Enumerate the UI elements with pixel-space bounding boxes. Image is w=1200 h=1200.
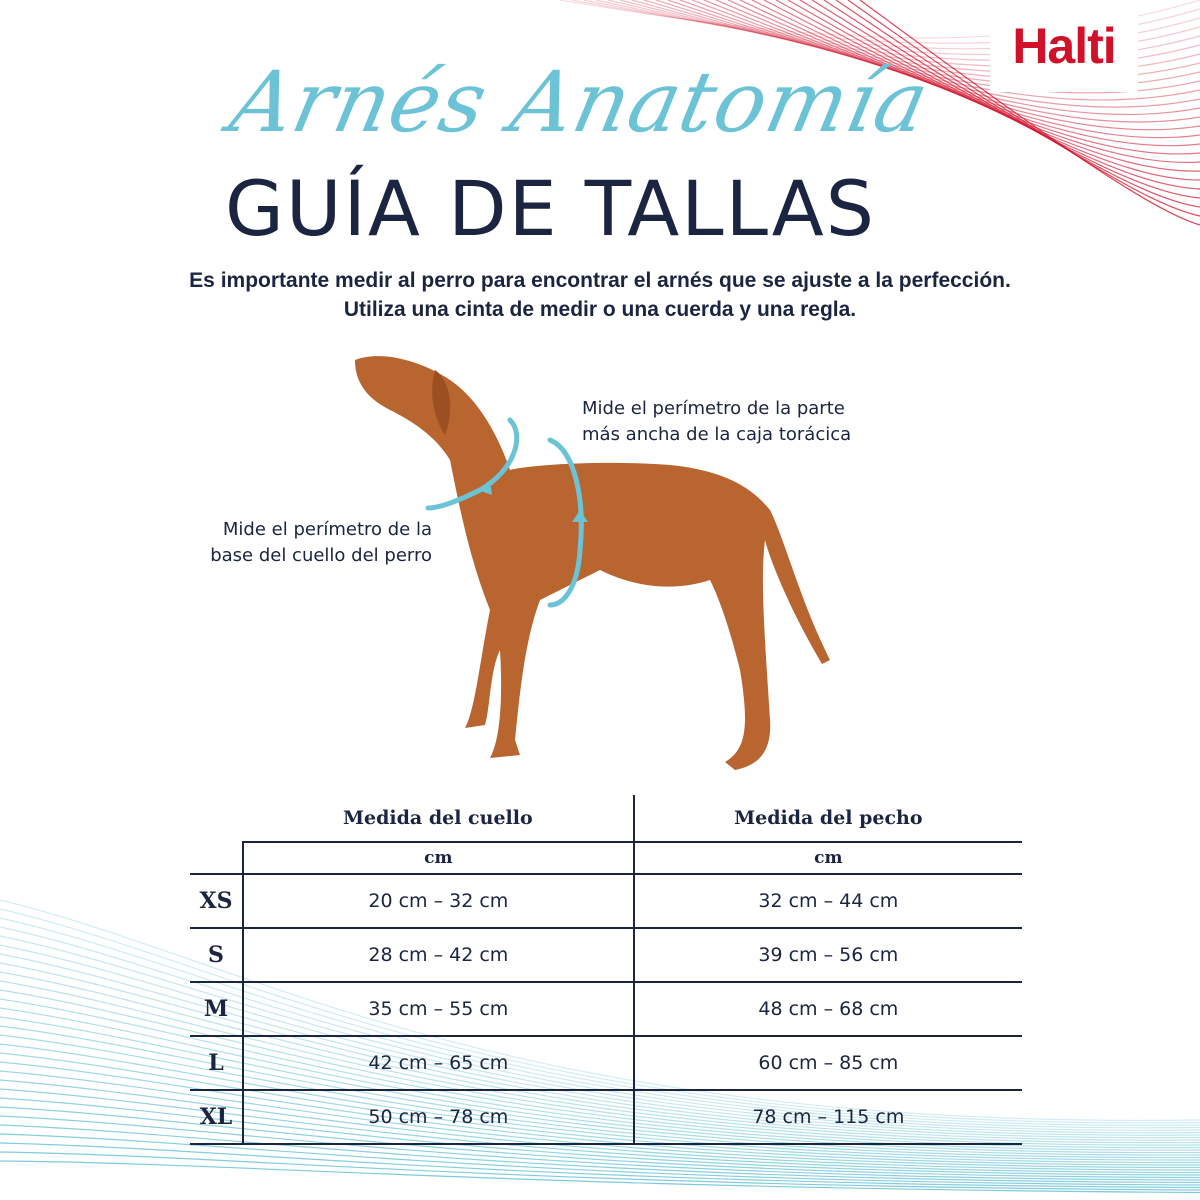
size-label: L xyxy=(190,1036,243,1090)
header-chest: Medida del pecho xyxy=(734,807,923,829)
table-row xyxy=(190,1090,1022,1144)
table-row xyxy=(190,928,1022,982)
chest-range: 39 cm – 56 cm xyxy=(634,928,1022,982)
chest-range: 48 cm – 68 cm xyxy=(634,982,1022,1036)
size-label: XS xyxy=(190,874,243,928)
neck-range: 42 cm – 65 cm xyxy=(243,1036,634,1090)
size-label: S xyxy=(190,928,243,982)
unit-neck: cm xyxy=(243,842,634,874)
halti-logo: Halti xyxy=(990,0,1138,92)
page-title: GUÍA DE TALLAS xyxy=(225,164,876,253)
table-row xyxy=(190,1036,1022,1090)
chest-measure-note: Mide el perímetro de la parte más ancha de la caja torácica xyxy=(582,398,852,445)
neck-range: 20 cm – 32 cm xyxy=(243,874,634,928)
chest-range: 60 cm – 85 cm xyxy=(634,1036,1022,1090)
neck-measure-note: Mide el perímetro de la base del cuello del perro xyxy=(210,519,432,566)
chest-range: 32 cm – 44 cm xyxy=(634,874,1022,928)
product-title: Arnés Anatomía xyxy=(222,53,938,151)
table-row xyxy=(190,874,1022,928)
neck-range: 50 cm – 78 cm xyxy=(243,1090,634,1144)
size-table xyxy=(190,795,1022,1145)
table-row xyxy=(190,982,1022,1036)
header-neck: Medida del cuello xyxy=(243,795,634,842)
neck-range: 28 cm – 42 cm xyxy=(243,928,634,982)
chest-range: 78 cm – 115 cm xyxy=(634,1090,1022,1144)
unit-chest: cm xyxy=(634,842,1022,874)
size-label: XL xyxy=(190,1090,243,1144)
neck-range: 35 cm – 55 cm xyxy=(243,982,634,1036)
size-label: M xyxy=(190,982,243,1036)
intro-text: Es importante medir al perro para encontrar el arnés que se ajuste a la perfección. Utiliza una cinta de medir o una cuerda y una regla. xyxy=(189,269,1011,321)
